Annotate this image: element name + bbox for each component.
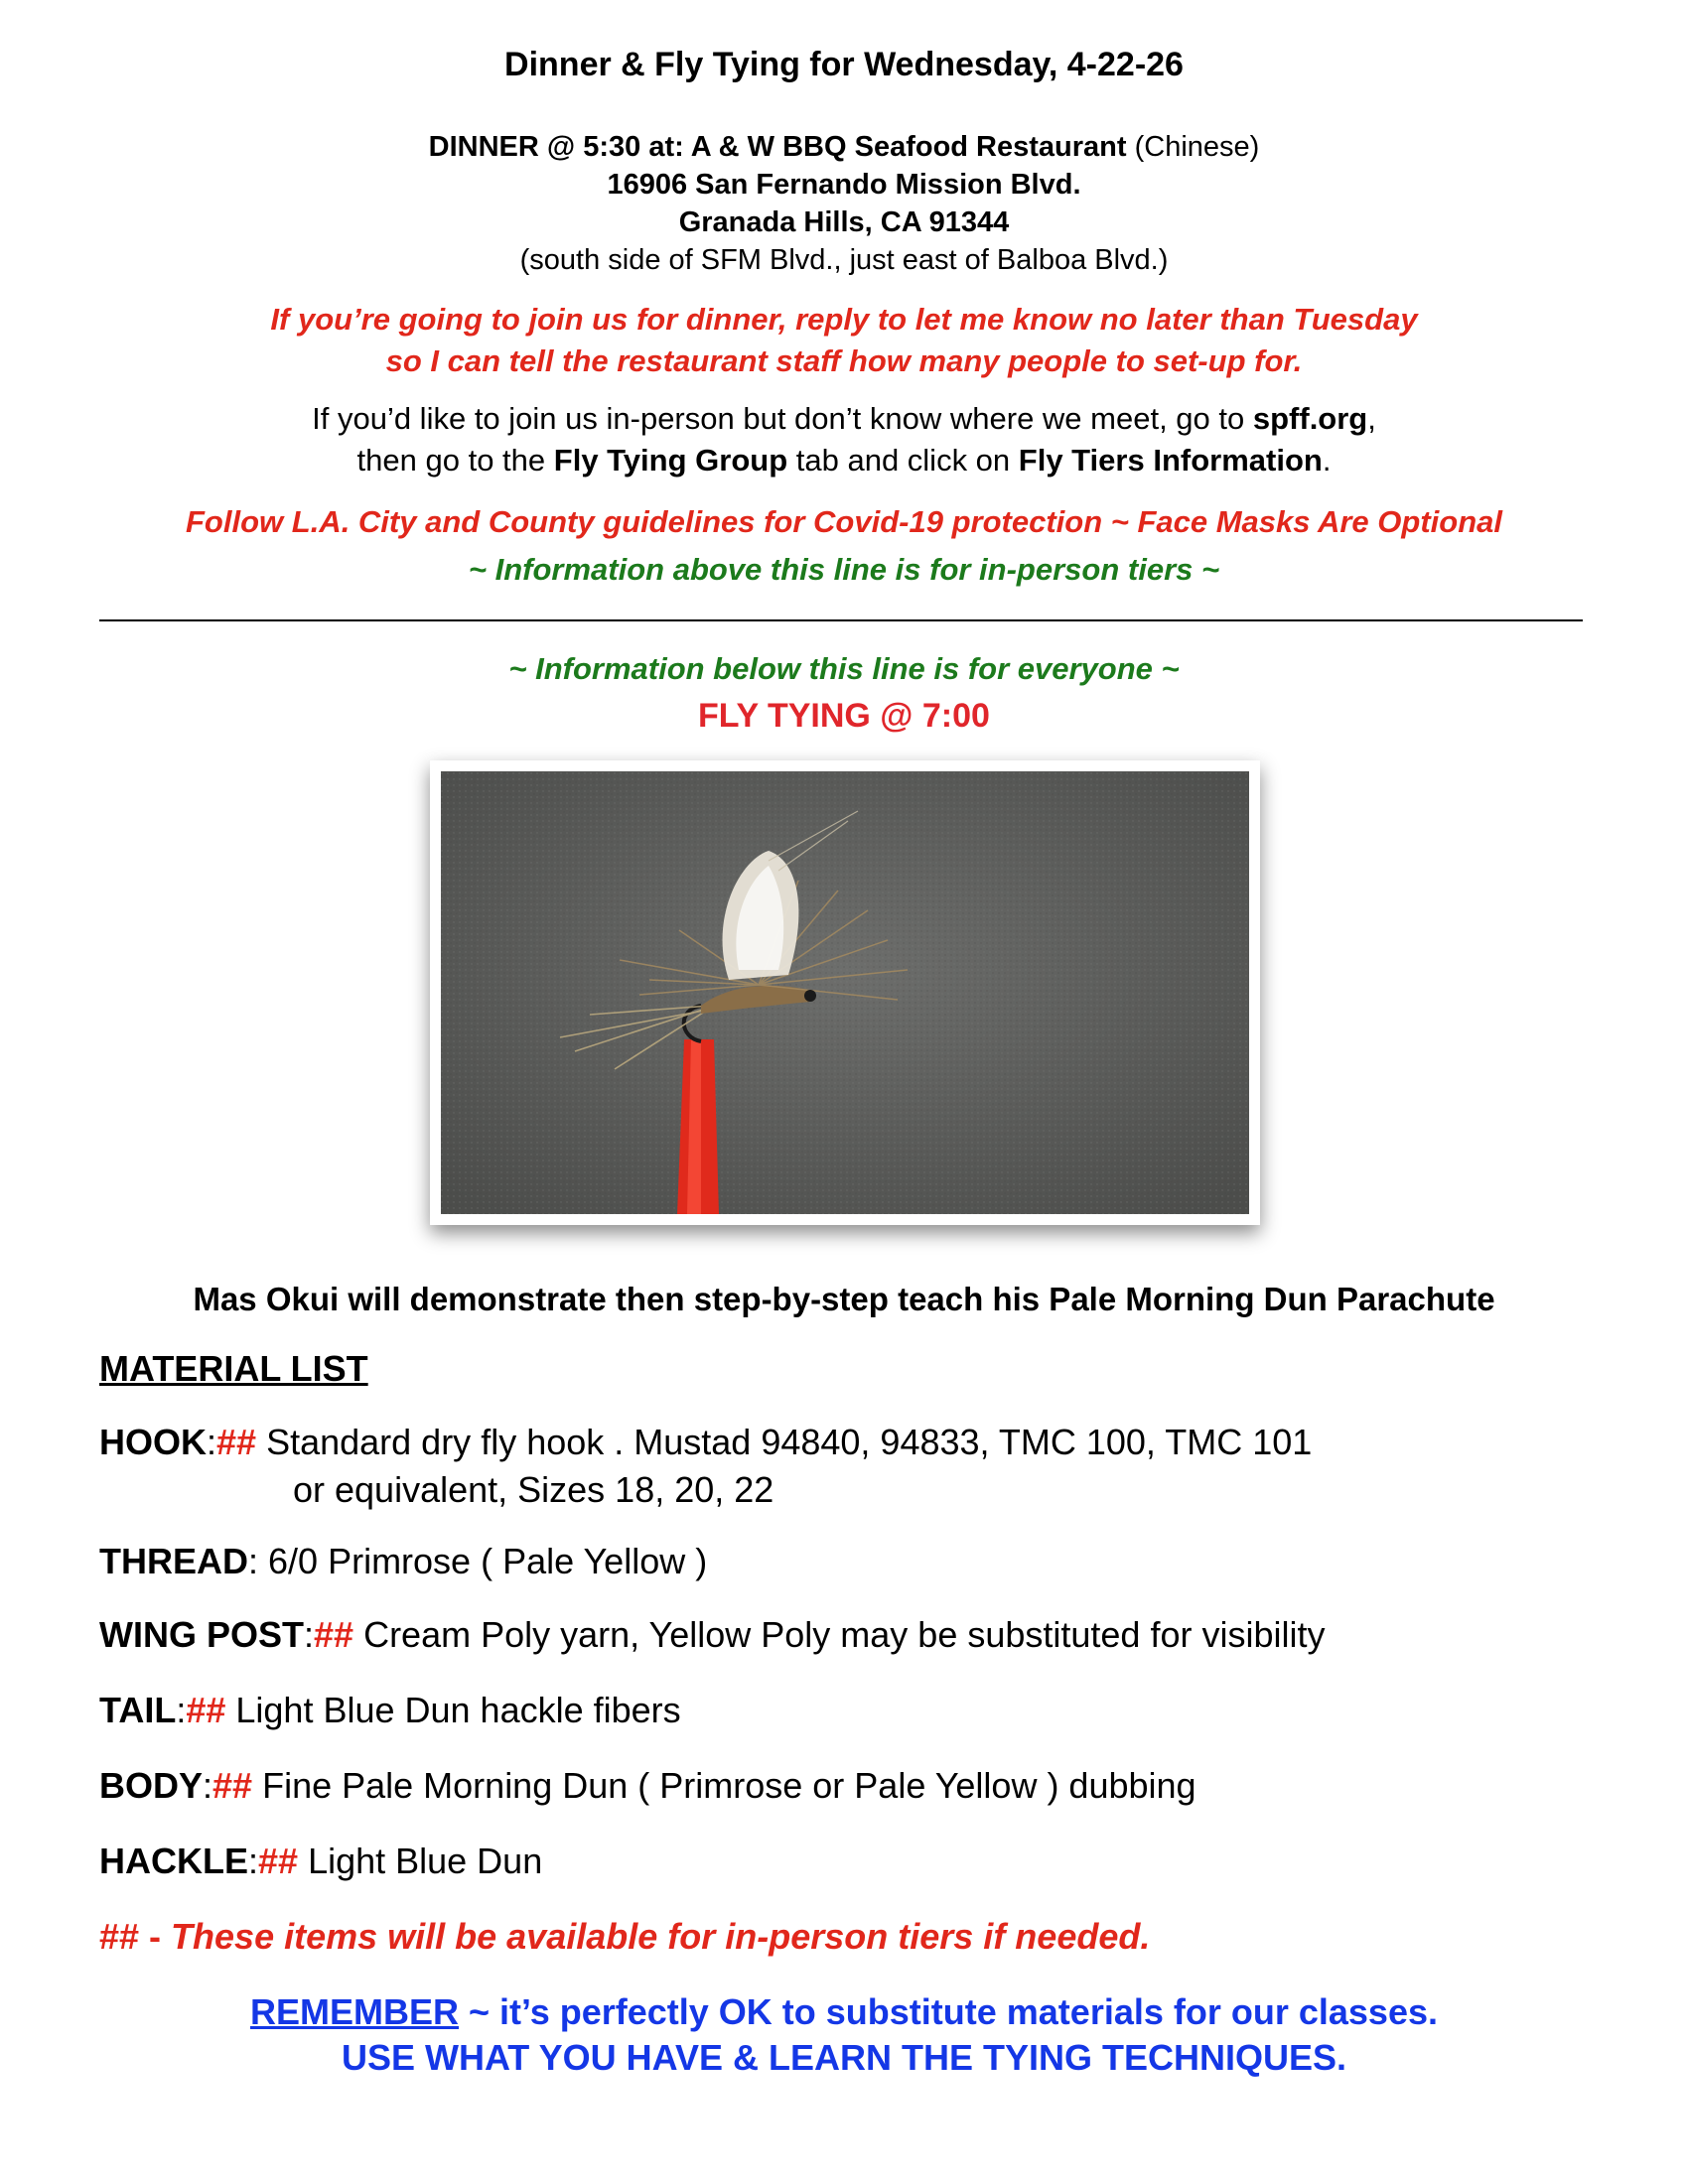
availability-mark: ## <box>212 1765 253 1806</box>
availability-mark: ## <box>186 1690 226 1730</box>
page-title: Dinner & Fly Tying for Wednesday, 4-22-26 <box>504 46 1184 83</box>
info-line-1-end: , <box>1367 401 1376 436</box>
info-line-1 <box>0 401 1688 437</box>
availability-mark: ## <box>216 1422 257 1462</box>
material-tail <box>99 1690 681 1731</box>
material-key: THREAD <box>99 1541 248 1581</box>
covid-note: Follow L.A. City and County guidelines for Covid-19 protection ~ Face Masks Are Optional <box>186 504 1502 539</box>
info-line-2-text: then go to the <box>356 443 554 478</box>
dinner-street: 16906 San Fernando Mission Blvd. <box>607 169 1081 201</box>
dinner-line <box>0 129 1688 165</box>
material-hook-line-2: or equivalent, Sizes 18, 20, 22 <box>293 1469 774 1510</box>
material-list-title: MATERIAL LIST <box>99 1348 368 1389</box>
remember-line-2: USE WHAT YOU HAVE & LEARN THE TYING TECHNIQUES. <box>341 2037 1347 2078</box>
fly-photo <box>430 760 1260 1225</box>
material-wing-post <box>99 1614 1325 1656</box>
material-sep: : <box>248 1541 259 1581</box>
availability-mark: ## <box>314 1614 354 1655</box>
availability-mark: ## <box>258 1841 299 1881</box>
dinner-cuisine: (Chinese) <box>1134 131 1260 163</box>
material-text: Fine Pale Morning Dun ( Primrose or Pale Yellow ) dubbing <box>252 1765 1196 1806</box>
availability-text: These items will be available for in-person tiers if needed. <box>161 1916 1151 1957</box>
material-thread <box>99 1541 707 1582</box>
fly-tying-time: FLY TYING @ 7:00 <box>698 697 990 735</box>
dinner-label: DINNER @ 5:30 at: A & W BBQ Seafood Restaurant <box>428 131 1127 163</box>
material-text: Light Blue Dun <box>298 1841 543 1881</box>
material-sep: : <box>248 1841 259 1881</box>
material-sep: : <box>176 1690 187 1730</box>
availability-note <box>99 1916 1150 1958</box>
below-line-note: ~ Information below this line is for everyone ~ <box>508 651 1180 686</box>
remember-line-1 <box>0 1991 1688 2033</box>
material-text: Light Blue Dun hackle fibers <box>225 1690 681 1730</box>
material-key: TAIL <box>99 1690 177 1730</box>
material-sep: : <box>304 1614 315 1655</box>
material-text: Cream Poly yarn, Yellow Poly may be substituted for visibility <box>353 1614 1326 1655</box>
material-key: HOOK <box>99 1422 207 1462</box>
material-key: HACKLE <box>99 1841 248 1881</box>
demonstration-note: Mas Okui will demonstrate then step-by-step teach his Pale Morning Dun Parachute <box>193 1281 1495 1317</box>
pale-morning-dun-fly-image <box>441 771 1249 1214</box>
material-body <box>99 1765 1196 1807</box>
fly-tiers-information-link: Fly Tiers Information <box>1018 443 1323 478</box>
material-text: Standard dry fly hook . Mustad 94840, 94833, TMC 100, TMC 101 <box>256 1422 1313 1462</box>
info-line-2 <box>0 443 1688 478</box>
material-sep: : <box>207 1422 217 1462</box>
dinner-city: Granada Hills, CA 91344 <box>678 206 1010 238</box>
material-hook <box>99 1422 1312 1463</box>
fly-tying-group-tab: Fly Tying Group <box>553 443 788 478</box>
site-link[interactable]: spff.org <box>1252 401 1368 436</box>
info-line-1-text: If you’d like to join us in-person but don’t know where we meet, go to <box>312 401 1253 436</box>
material-key: BODY <box>99 1765 204 1806</box>
material-key: WING POST <box>99 1614 304 1655</box>
material-sep: : <box>203 1765 213 1806</box>
remember-rest: ~ it’s perfectly OK to substitute materials for our classes. <box>459 1991 1438 2032</box>
above-line-note: ~ Information above this line is for in-person tiers ~ <box>468 552 1220 587</box>
rsvp-line-2: so I can tell the restaurant staff how many people to set-up for. <box>385 343 1303 378</box>
info-line-2-end: . <box>1322 443 1332 478</box>
dinner-directions: (south side of SFM Blvd., just east of Balboa Blvd.) <box>519 244 1169 276</box>
divider <box>99 619 1583 621</box>
remember-word: REMEMBER <box>250 1991 460 2032</box>
availability-mark: ## - <box>99 1916 162 1957</box>
material-hackle <box>99 1841 542 1882</box>
info-line-2-mid: tab and click on <box>787 443 1019 478</box>
material-text: 6/0 Primrose ( Pale Yellow ) <box>258 1541 708 1581</box>
rsvp-line-1: If you’re going to join us for dinner, reply to let me know no later than Tuesday <box>270 302 1418 337</box>
